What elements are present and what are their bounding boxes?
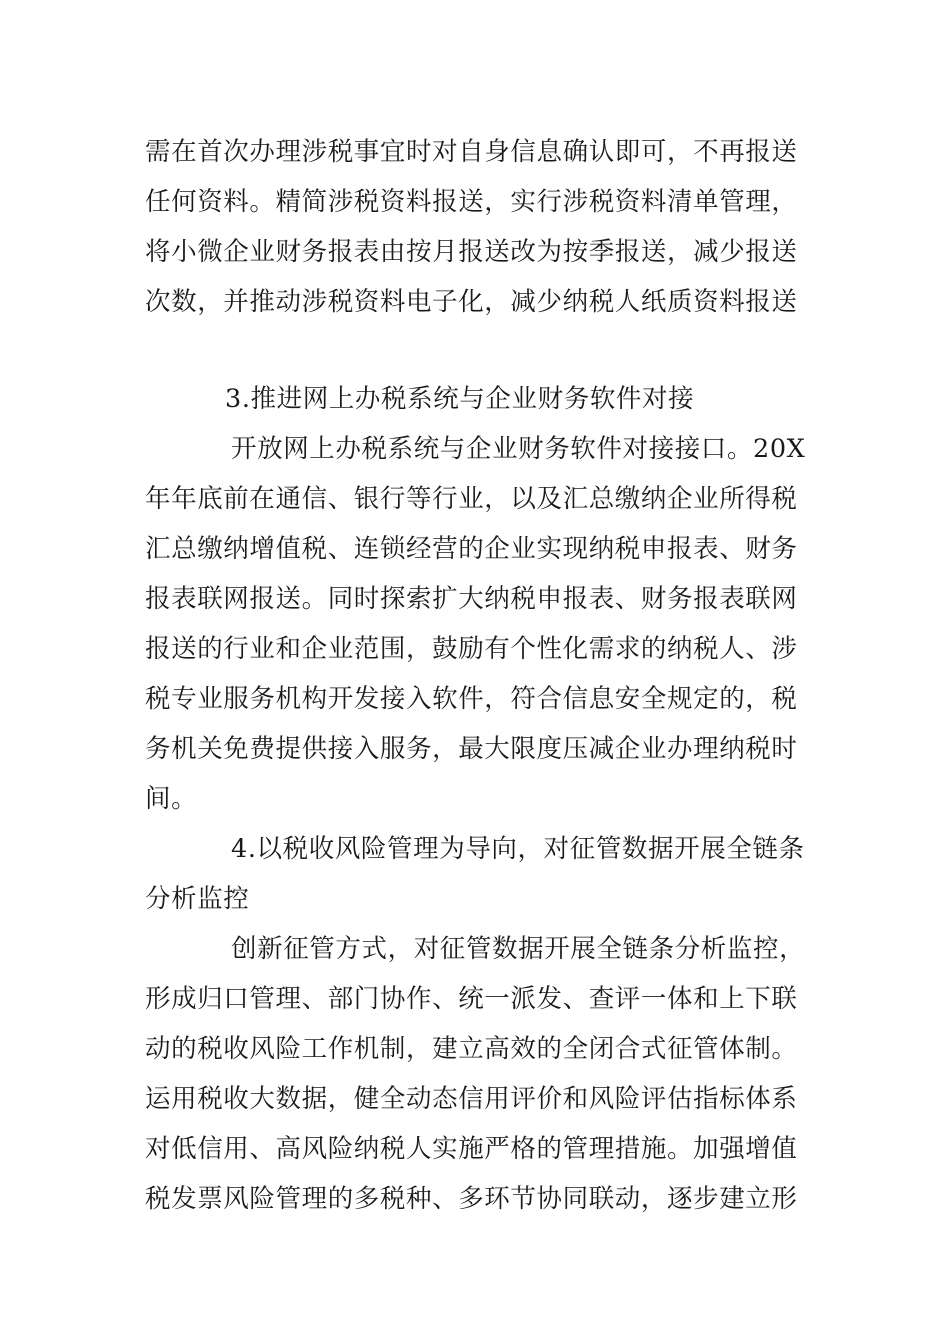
body-text-line: 开放网上办税系统与企业财务软件对接接口。20X	[231, 434, 806, 464]
section-heading-3: 3.推进网上办税系统与企业财务软件对接	[225, 384, 695, 414]
section-heading-4-cont: 分析监控	[145, 884, 250, 914]
body-text-line: 任何资料。精简涉税资料报送，实行涉税资料清单管理，	[145, 187, 798, 217]
body-text-line: 税发票风险管理的多税种、多环节协同联动，逐步建立形	[145, 1184, 798, 1214]
body-text-line: 形成归口管理、部门协作、统一派发、查评一体和上下联	[145, 984, 798, 1014]
body-text-line: 需在首次办理涉税事宜时对自身信息确认即可，不再报送	[145, 137, 798, 167]
section-heading-4: 4.以税收风险管理为导向，对征管数据开展全链条	[231, 834, 805, 864]
body-text-line: 汇总缴纳增值税、连锁经营的企业实现纳税申报表、财务	[145, 534, 798, 564]
body-text-line: 间。	[145, 784, 198, 814]
body-text-line: 务机关免费提供接入服务，最大限度压减企业办理纳税时	[145, 734, 798, 764]
body-text-line: 将小微企业财务报表由按月报送改为按季报送，减少报送	[145, 237, 798, 267]
body-text-line: 对低信用、高风险纳税人实施严格的管理措施。加强增值	[145, 1134, 798, 1164]
body-text-line: 次数，并推动涉税资料电子化，减少纳税人纸质资料报送	[145, 287, 798, 317]
body-text-line: 运用税收大数据，健全动态信用评价和风险评估指标体系	[145, 1084, 798, 1114]
body-text-line: 年年底前在通信、银行等行业，以及汇总缴纳企业所得税	[145, 484, 798, 514]
body-text-line: 税专业服务机构开发接入软件，符合信息安全规定的，税	[145, 684, 798, 714]
body-text-line: 动的税收风险工作机制，建立高效的全闭合式征管体制。	[145, 1034, 798, 1064]
body-text-line: 创新征管方式，对征管数据开展全链条分析监控，	[231, 934, 806, 964]
body-text-line: 报表联网报送。同时探索扩大纳税申报表、财务报表联网	[145, 584, 798, 614]
body-text-line: 报送的行业和企业范围，鼓励有个性化需求的纳税人、涉	[145, 634, 798, 664]
